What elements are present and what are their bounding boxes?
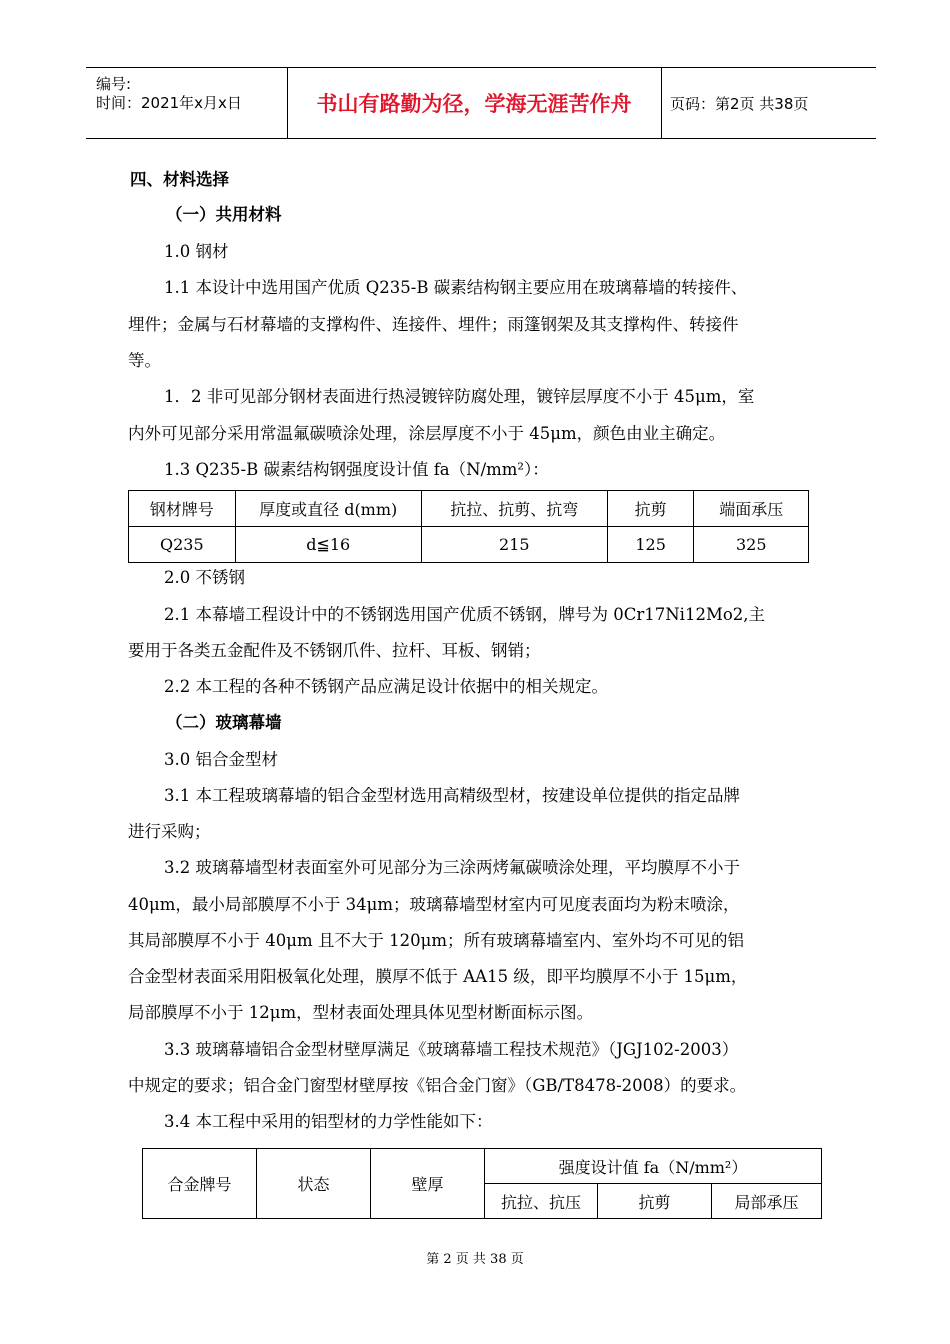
table-header-cell: 合金牌号 bbox=[143, 1149, 257, 1219]
paragraph: 合金型材表面采用阳极氧化处理，膜厚不低于 AA15 级，即平均膜厚不小于 15μm， bbox=[128, 967, 748, 986]
paragraph: 1．2 非可见部分钢材表面进行热浸镀锌防腐处理，镀锌层厚度不小于 45μm，室 bbox=[164, 387, 755, 406]
paragraph: 3.1 本工程玻璃幕墙的铝合金型材选用高精级型材，按建设单位提供的指定品牌 bbox=[164, 786, 740, 805]
paragraph: 3.3 玻璃幕墙铝合金型材壁厚满足《玻璃幕墙工程技术规范》（JGJ102-2003） bbox=[164, 1040, 739, 1059]
table-header-cell: 端面承压 bbox=[694, 491, 809, 527]
paragraph: 其局部膜厚不小于 40μm 且不大于 120μm；所有玻璃幕墙室内、室外均不可见的铝 bbox=[128, 931, 744, 950]
paragraph: 3.0 铝合金型材 bbox=[164, 750, 278, 769]
header-meta bbox=[86, 68, 286, 138]
page-footer: 第 2 页 共 38 页 bbox=[426, 1252, 524, 1267]
paragraph: 等。 bbox=[128, 351, 161, 370]
paragraph: 1.3 Q235-B 碳素结构钢强度设计值 fa（N/mm²）： bbox=[164, 460, 549, 479]
paragraph: 1.1 本设计中选用国产优质 Q235-B 碳素结构钢主要应用在玻璃幕墙的转接件、 bbox=[164, 278, 748, 297]
doc-number-label: 编号: bbox=[96, 75, 132, 93]
table-row bbox=[129, 527, 809, 563]
table-header-cell: 壁厚 bbox=[371, 1149, 485, 1219]
paragraph: 2.2 本工程的各种不锈钢产品应满足设计依据中的相关规定。 bbox=[164, 677, 608, 696]
section-heading: 四、材料选择 bbox=[130, 170, 229, 189]
table-cell: Q235 bbox=[129, 527, 236, 563]
paragraph: 局部膜厚不小于 12μm，型材表面处理具体见型材断面标示图。 bbox=[128, 1003, 594, 1022]
table-cell: 215 bbox=[421, 527, 607, 563]
table-cell: 325 bbox=[694, 527, 809, 563]
paragraph: 内外可见部分采用常温氟碳喷涂处理，涂层厚度不小于 45μm，颜色由业主确定。 bbox=[128, 424, 726, 443]
subsection-heading: （一）共用材料 bbox=[166, 205, 282, 224]
table-header-cell: 抗剪 bbox=[607, 491, 694, 527]
table-header-cell: 抗拉、抗剪、抗弯 bbox=[421, 491, 607, 527]
subsection-heading: （二）玻璃幕墙 bbox=[166, 713, 282, 732]
paragraph: 进行采购； bbox=[128, 822, 211, 841]
paragraph: 中规定的要求；铝合金门窗型材壁厚按《铝合金门窗》（GB/T8478-2008）的要求。 bbox=[128, 1076, 747, 1095]
page-header bbox=[86, 67, 876, 139]
table-cell: 125 bbox=[607, 527, 694, 563]
paragraph: 2.1 本幕墙工程设计中的不锈钢选用国产优质不锈钢，牌号为 0Cr17Ni12Mo2,主 bbox=[164, 605, 766, 624]
steel-strength-table bbox=[128, 490, 809, 563]
table-header-row bbox=[143, 1149, 822, 1184]
paragraph: 40μm，最小局部膜厚不小于 34μm；玻璃幕墙型材室内可见度表面均为粉末喷涂， bbox=[128, 895, 740, 914]
paragraph: 3.4 本工程中采用的铝型材的力学性能如下： bbox=[164, 1112, 493, 1131]
table-cell: d≦16 bbox=[235, 527, 421, 563]
paragraph: 2.0 不锈钢 bbox=[164, 568, 245, 587]
doc-time-label: 时间：2021年x月x日 bbox=[96, 94, 242, 112]
paragraph: 埋件；金属与石材幕墙的支撑构件、连接件、埋件；雨篷钢架及其支撑构件、转接件 bbox=[128, 315, 739, 334]
header-motto: 书山有路勤为径，学海无涯苦作舟 bbox=[316, 92, 632, 116]
table-header-cell: 强度设计值 fa（N/mm²） bbox=[485, 1149, 822, 1184]
table-header-cell: 抗拉、抗压 bbox=[485, 1184, 598, 1219]
paragraph: 要用于各类五金配件及不锈钢爪件、拉杆、耳板、钢销； bbox=[128, 641, 541, 660]
table-header-cell: 抗剪 bbox=[598, 1184, 712, 1219]
paragraph: 3.2 玻璃幕墙型材表面室外可见部分为三涂两烤氟碳喷涂处理，平均膜厚不小于 bbox=[164, 858, 740, 877]
header-divider bbox=[661, 68, 662, 138]
header-page-number: 页码：第2页 共38页 bbox=[670, 94, 809, 113]
table-header-cell: 钢材牌号 bbox=[129, 491, 236, 527]
table-header-cell: 局部承压 bbox=[712, 1184, 822, 1219]
paragraph: 1.0 钢材 bbox=[164, 242, 229, 261]
table-header-cell: 厚度或直径 d(mm) bbox=[235, 491, 421, 527]
table-header-row bbox=[129, 491, 809, 527]
table-header-cell: 状态 bbox=[257, 1149, 371, 1219]
aluminum-properties-table bbox=[142, 1148, 822, 1219]
